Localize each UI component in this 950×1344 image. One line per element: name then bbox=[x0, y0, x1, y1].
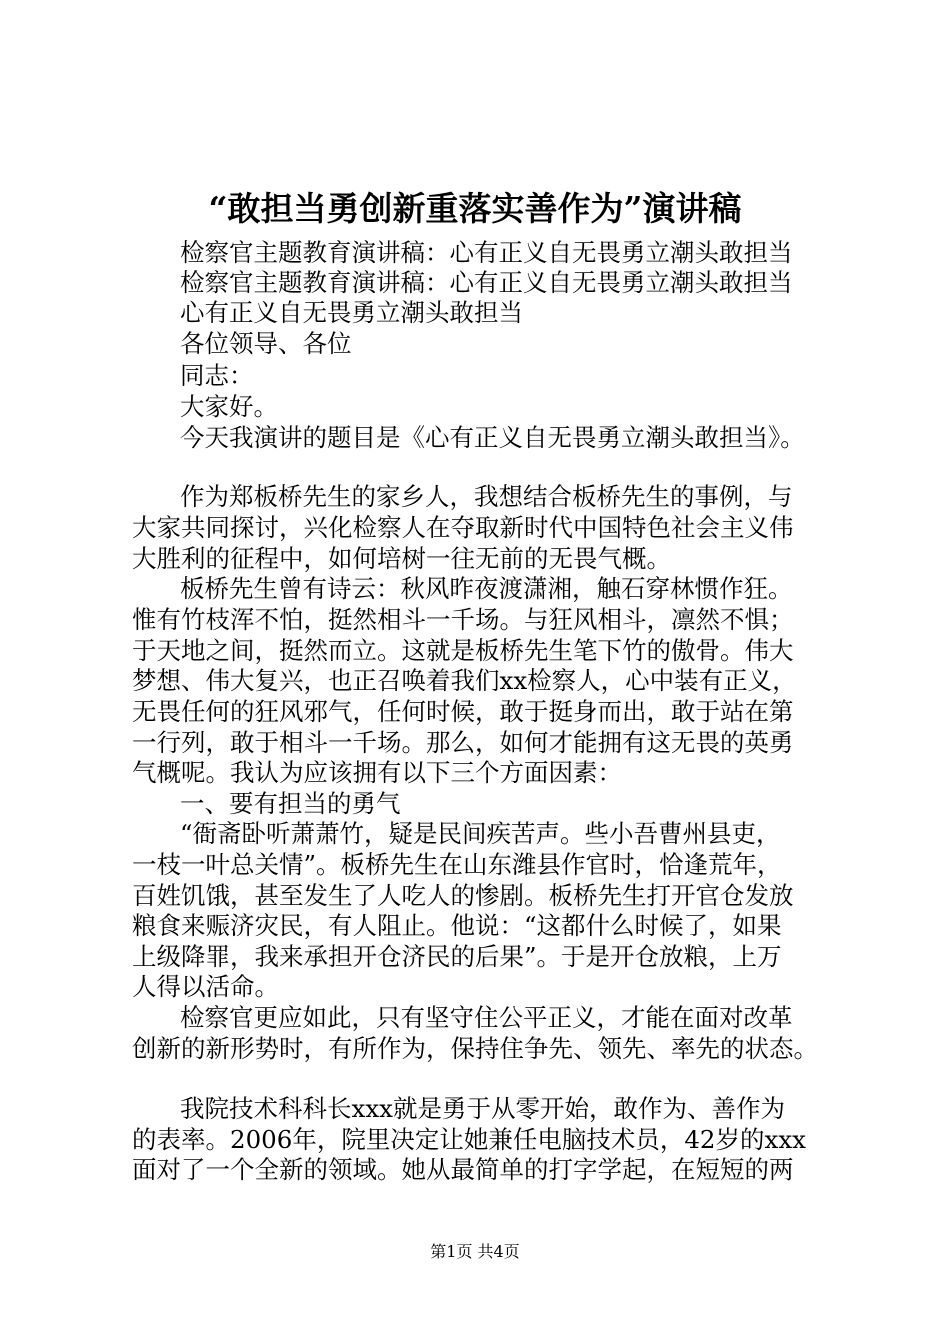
paragraph-line: 大家好。 bbox=[180, 392, 278, 421]
paragraph-line: 创新的新形势时，有所作为，保持住争先、领先、率先的状态。 bbox=[132, 1034, 818, 1063]
page-footer: 第1页 共4页 bbox=[430, 1242, 520, 1261]
paragraph-line: 于天地之间，挺然而立。这就是板桥先生笔下竹的傲骨。伟大 bbox=[132, 636, 794, 665]
paragraph-line: 检察官主题教育演讲稿：心有正义自无畏勇立潮头敢担当 bbox=[180, 238, 793, 267]
paragraph-line: 上级降罪，我来承担开仓济民的后果”。于是开仓放粮，上万 bbox=[132, 942, 782, 971]
paragraph-line: 惟有竹枝浑不怕，挺然相斗一千场。与狂风相斗，凛然不惧； bbox=[132, 605, 794, 634]
paragraph-line: 检察官主题教育演讲稿：心有正义自无畏勇立潮头敢担当 bbox=[180, 268, 793, 297]
paragraph-line: 大胜利的征程中，如何培树一往无前的无畏气概。 bbox=[132, 544, 671, 573]
paragraph-line: “衙斋卧听萧萧竹，疑是民间疾苦声。些小吾曹州县吏， bbox=[180, 819, 781, 848]
paragraph-line: 同志： bbox=[180, 361, 254, 390]
paragraph-line: 粮食来赈济灾民，有人阻止。他说：“这都什么时候了，如果 bbox=[132, 911, 782, 940]
paragraph-line: 我院技术科科长xxx就是勇于从零开始，敢作为、善作为 bbox=[180, 1094, 785, 1123]
paragraph-line: 板桥先生曾有诗云：秋风昨夜渡潇湘，触石穿林惯作狂。 bbox=[180, 574, 793, 603]
paragraph-line: 百姓饥饿，甚至发生了人吃人的惨剧。板桥先生打开官仓发放 bbox=[132, 881, 794, 910]
paragraph-line: 面对了一个全新的领域。她从最简单的打字学起，在短短的两 bbox=[132, 1155, 794, 1184]
paragraph-line: 的表率。2006年，院里决定让她兼任电脑技术员，42岁的xxx bbox=[132, 1125, 806, 1154]
paragraph-line: 一枝一叶总关情”。板桥先生在山东潍县作官时，恰逢荒年， bbox=[132, 850, 782, 879]
paragraph-line: 梦想、伟大复兴，也正召唤着我们xx检察人，心中装有正义， bbox=[132, 666, 797, 695]
paragraph-line: 今天我演讲的题目是《心有正义自无畏勇立潮头敢担当》。 bbox=[180, 423, 805, 452]
paragraph-line: 检察官更应如此，只有坚守住公平正义，才能在面对改革 bbox=[180, 1003, 793, 1032]
paragraph-line: 气概呢。我认为应该拥有以下三个方面因素： bbox=[132, 758, 622, 787]
paragraph-line: 心有正义自无畏勇立潮头敢担当 bbox=[180, 298, 523, 327]
document-title: “敢担当勇创新重落实善作为”演讲稿 bbox=[208, 189, 742, 228]
paragraph-line: 大家共同探讨，兴化检察人在夺取新时代中国特色社会主义伟 bbox=[132, 513, 794, 542]
paragraph-line: 一行列，敢于相斗一千场。那么，如何才能拥有这无畏的英勇 bbox=[132, 728, 794, 757]
paragraph-line: 各位领导、各位 bbox=[180, 329, 352, 358]
paragraph-line: 人得以活命。 bbox=[132, 972, 279, 1001]
paragraph-line: 无畏任何的狂风邪气，任何时候，敢于挺身而出，敢于站在第 bbox=[132, 697, 794, 726]
paragraph-line: 作为郑板桥先生的家乡人，我想结合板桥先生的事例，与 bbox=[180, 482, 793, 511]
section-heading: 一、要有担当的勇气 bbox=[180, 789, 401, 818]
